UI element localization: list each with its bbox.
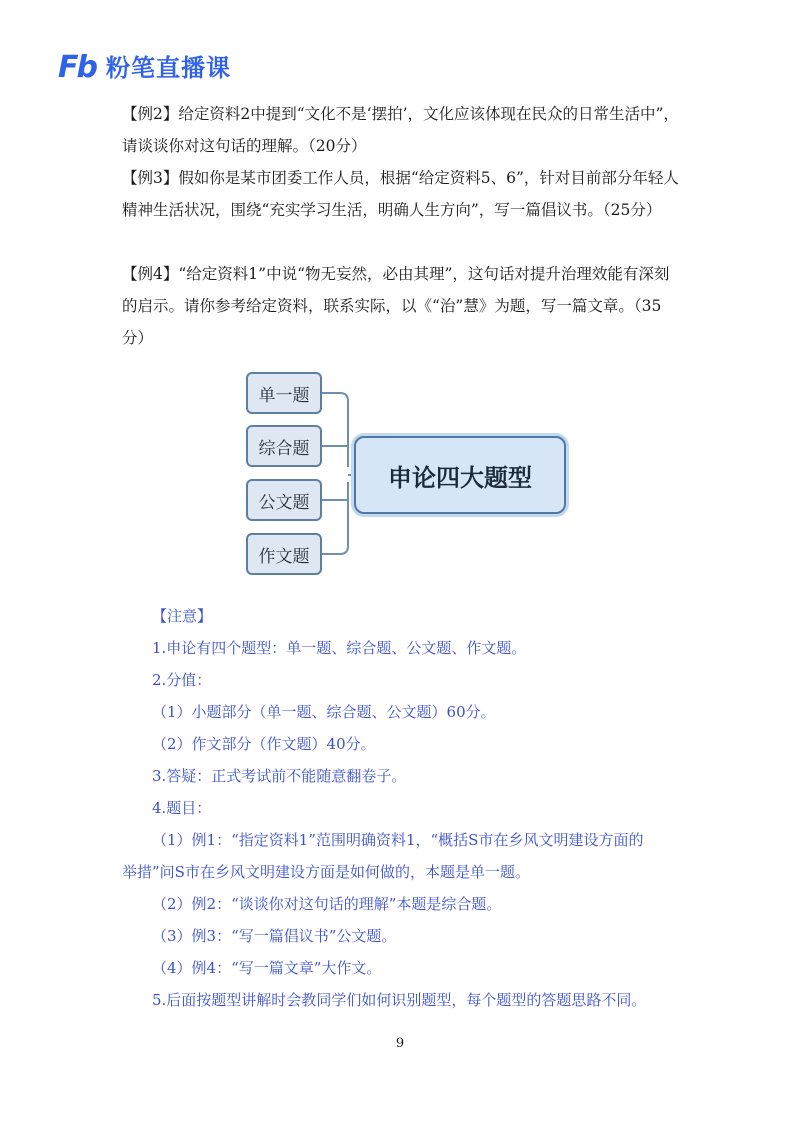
note-item-5: 5.后面按题型讲解时会教同学们如何识别题型，每个题型的答题思路不同。 xyxy=(152,991,647,1009)
question-types-diagram xyxy=(236,362,576,584)
type-box-comprehensive: 综合题 xyxy=(246,425,322,467)
note-item-2: 2.分值： xyxy=(152,671,212,689)
type-box-essay: 作文题 xyxy=(246,533,322,575)
note-item-4-1: （1）例1：“指定资料1”范围明确资料1，“概括S市在乡风文明建设方面的举措”问S市在乡风文明建设方面是如何做的，本题是单一题。 xyxy=(122,831,644,881)
note-item-3: 3.答疑：正式考试前不能随意翻卷子。 xyxy=(152,767,407,785)
example-2-paragraph: 【例2】给定资料2中提到“文化不是‘摆拍’，文化应该体现在民众的日常生活中”，请谈谈你对这句话的理解。（20分） xyxy=(122,105,679,155)
page-number: 9 xyxy=(395,1036,405,1051)
brand-name: 粉笔直播课 xyxy=(105,54,231,82)
note-heading: 【注意】 xyxy=(152,607,213,625)
type-box-document: 公文题 xyxy=(246,479,322,521)
brand-logo xyxy=(58,52,231,84)
fb-logo-icon: Fb xyxy=(58,50,96,85)
example-4-paragraph: 【例4】“给定资料1”中说“物无妄然，必由其理”，这句话对提升治理效能有深刻的启示。请你参考给定资料，联系实际，以《“治”慧》为题，写一篇文章。（35分） xyxy=(122,265,670,347)
central-topic-box: 申论四大题型 xyxy=(354,436,566,514)
note-item-2-2: （2）作文部分（作文题）40分。 xyxy=(152,735,376,753)
connector-line xyxy=(322,482,348,554)
note-item-4-2: （2）例2：“谈谈你对这句话的理解”本题是综合题。 xyxy=(152,895,502,913)
note-item-1: 1.申论有四个题型：单一题、综合题、公文题、作文题。 xyxy=(152,639,527,657)
note-item-4-4: （4）例4：“写一篇文章”大作文。 xyxy=(152,959,382,977)
note-item-4-3: （3）例3：“写一篇倡议书”公文题。 xyxy=(152,927,397,945)
type-box-single: 单一题 xyxy=(246,372,322,414)
note-item-4: 4.题目： xyxy=(152,799,212,817)
connector-line xyxy=(322,393,348,467)
example-3-paragraph: 【例3】假如你是某市团委工作人员，根据“给定资料5、6”，针对目前部分年轻人精神生活状况，围绕“充实学习生活，明确人生方向”，写一篇倡议书。（25分） xyxy=(122,169,679,219)
note-item-2-1: （1）小题部分（单一题、综合题、公文题）60分。 xyxy=(152,703,496,721)
